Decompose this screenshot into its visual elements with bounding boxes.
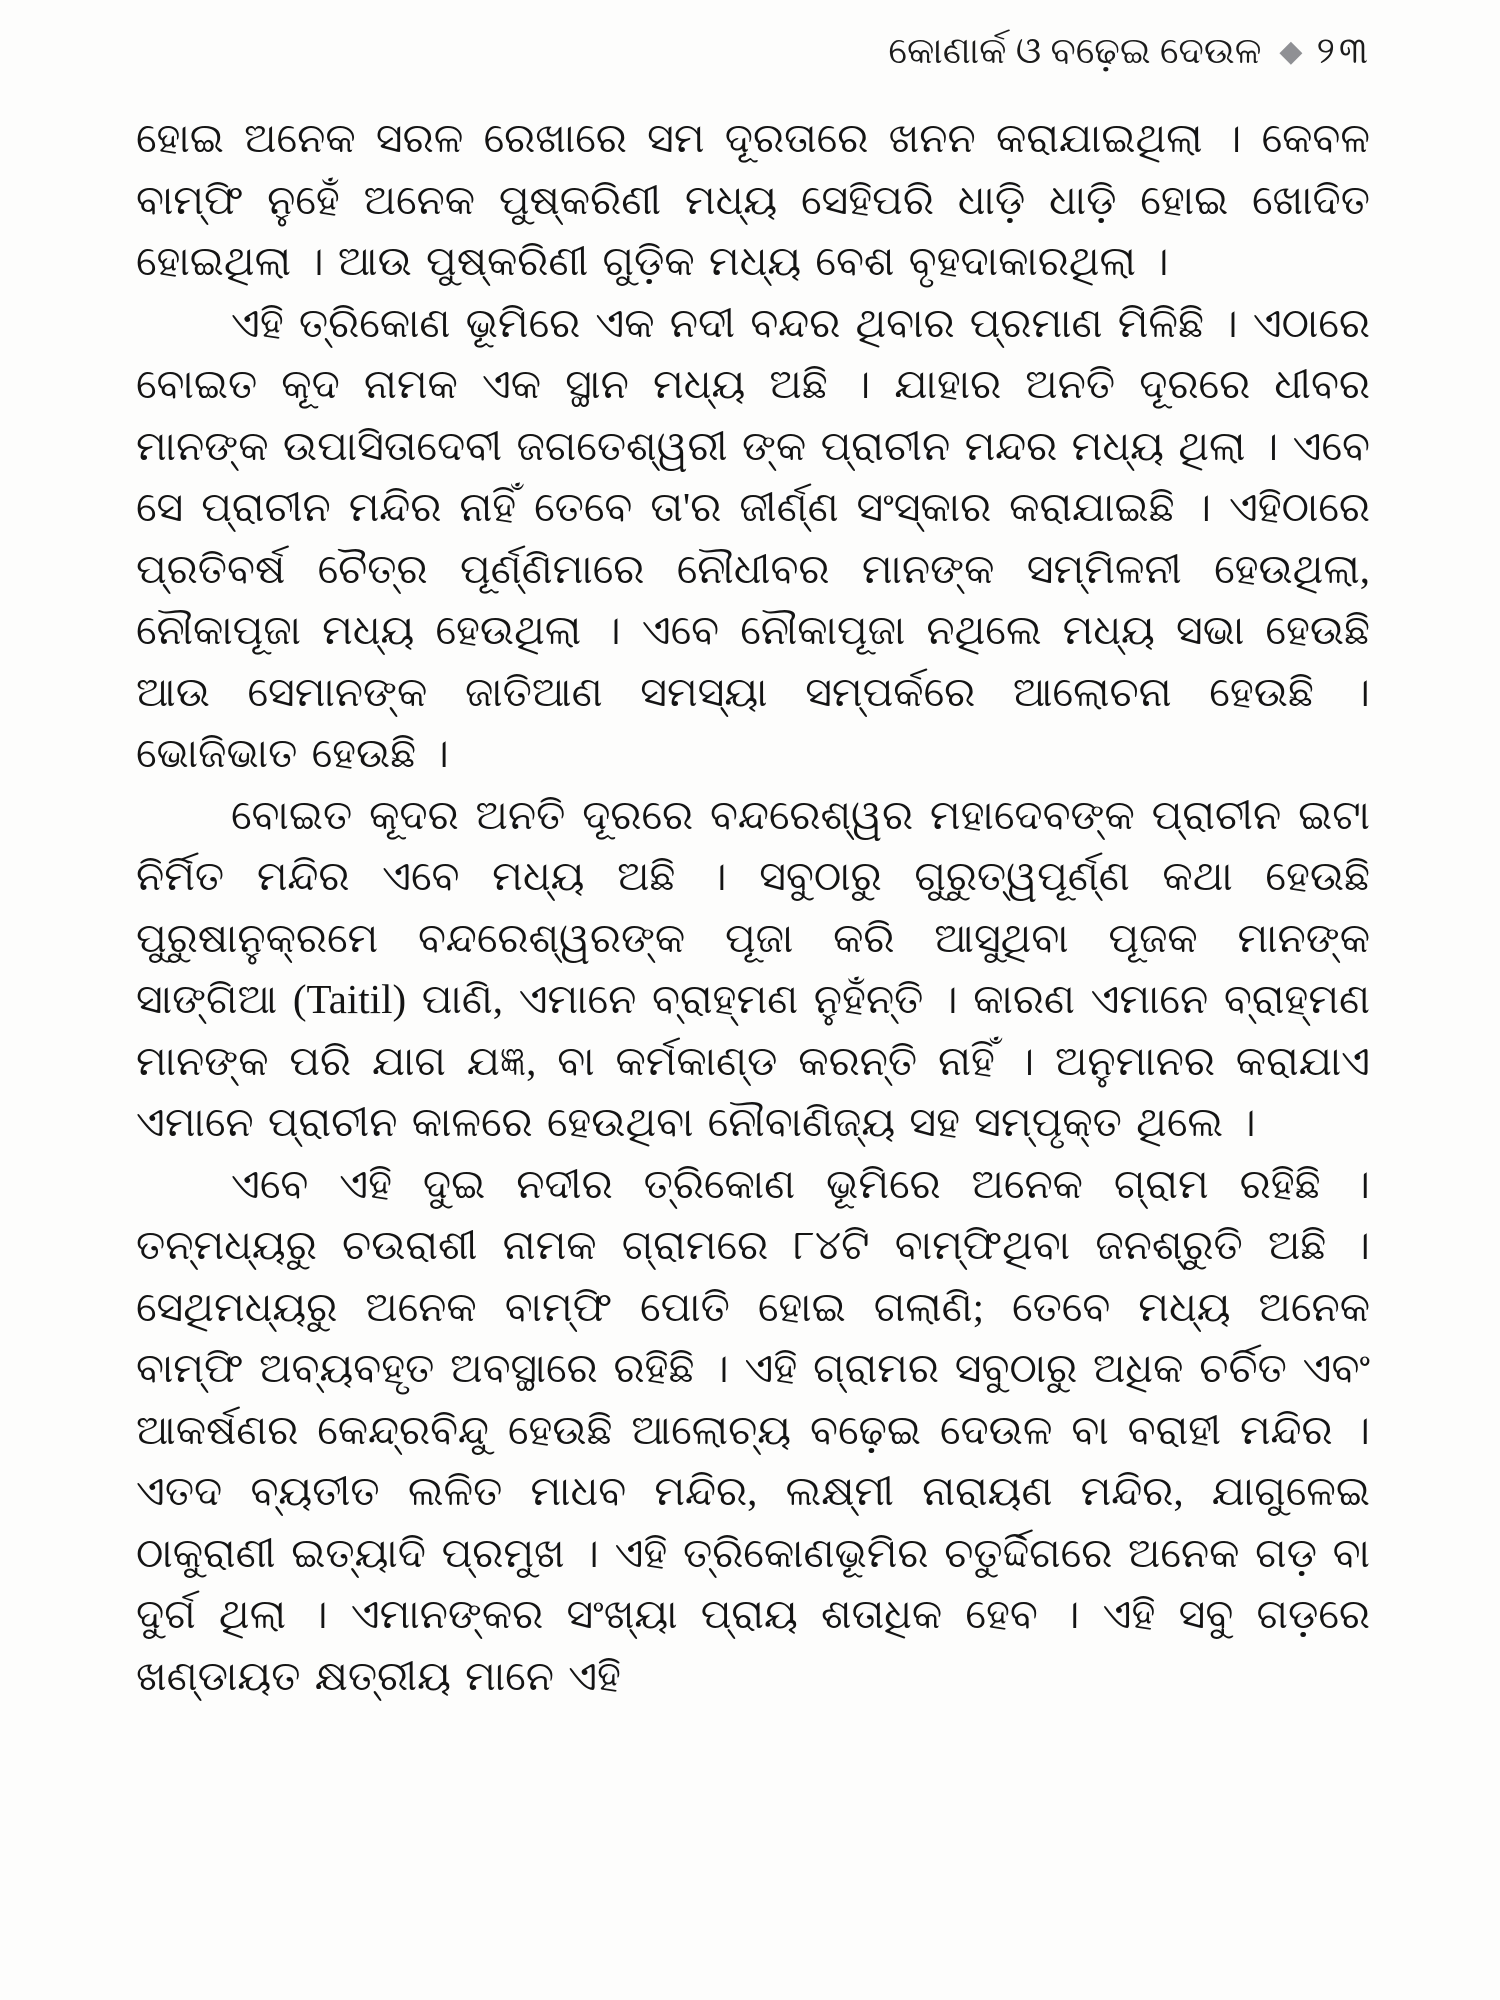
diamond-separator-icon: ◆: [1279, 35, 1303, 68]
paragraph-1: ହୋଇ ଅନେକ ସରଳ ରେଖାରେ ସମ ଦୂରତାରେ ଖନନ କରାଯାଇଥିଲା । କେବଳ ବାମ୍ଫି ନୁହେଁ ଅନେକ ପୁଷ୍କରିଣୀ ମଧ୍ୟ ସେହିପରି ଧାଡ଼ି ଧାଡ଼ି ହୋଇ ଖୋଦିତ ହୋଇଥିଲା । ଆଉ ପୁଷ୍କରିଣୀ ଗୁଡ଼ିକ ମଧ୍ୟ ବେଶ ବୃହଦାକାରଥିଲା ।: [136, 115, 1370, 284]
page-body-text: [136, 108, 1370, 1707]
paragraph-2: ଏହି ତ୍ରିକୋଣ ଭୂମିରେ ଏକ ନଦୀ ବନ୍ଦର ଥିବାର ପ୍ରମାଣ ମିଳିଛି । ଏଠାରେ ବୋଇତ କୂଦ ନାମକ ଏକ ସ୍ଥାନ ମଧ୍ୟ ଅଛି । ଯାହାର ଅନତି ଦୂରରେ ଧୀବର ମାନଙ୍କ ଉପାସିତାଦେବୀ ଜଗତେଶ୍ୱରୀ ଙ୍କ ପ୍ରାଚୀନ ମନ୍ଦର ମଧ୍ୟ ଥିଲା । ଏବେ ସେ ପ୍ରାଚୀନ ମନ୍ଦିର ନାହିଁ ତେବେ ତା'ର ଜୀର୍ଣ୍ଣ ସଂସ୍କାର କରାଯାଇଛି । ଏହିଠାରେ ପ୍ରତିବର୍ଷ ଚୈତ୍ର ପୂର୍ଣ୍ଣିମାରେ ନୌଧୀବର ମାନଙ୍କ ସମ୍ମିଳନୀ ହେଉଥିଲା, ନୌକାପୂଜା ମଧ୍ୟ ହେଉଥିଲା । ଏବେ ନୌକାପୂଜା ନଥିଲେ ମଧ୍ୟ ସଭା ହେଉଛି ଆଉ ସେମାନଙ୍କ ଜାତିଆଣ ସମସ୍ୟା ସମ୍ପର୍କରେ ଆଲୋଚନା ହେଉଛି । ଭୋଜିଭାତ ହେଉଛି ।: [136, 299, 1370, 776]
running-header: [130, 26, 1372, 80]
paragraph-4: ଏବେ ଏହି ଦୁଇ ନଦୀର ତ୍ରିକୋଣ ଭୂମିରେ ଅନେକ ଗ୍ରାମ ରହିଛି । ତନ୍ମଧ୍ୟରୁ ଚଉରାଶୀ ନାମକ ଗ୍ରାମରେ ୮୪ଟି ବାମ୍ଫିଥିବା ଜନଶ୍ରୁତି ଅଛି । ସେଥିମଧ୍ୟରୁ ଅନେକ ବାମ୍ଫି ପୋତି ହୋଇ ଗଲାଣି; ତେବେ ମଧ୍ୟ ଅନେକ ବାମ୍ଫି ଅବ୍ୟବହୃତ ଅବସ୍ଥାରେ ରହିଛି । ଏହି ଗ୍ରାମର ସବୁଠାରୁ ଅଧିକ ଚର୍ଚିତ ଏବଂ ଆକର୍ଷଣର କେନ୍ଦ୍ରବିନ୍ଦୁ ହେଉଛି ଆଲୋଚ୍ୟ ବଢ଼େଇ ଦେଉଳ ବା ବରାହୀ ମନ୍ଦିର । ଏତଦ ବ୍ୟତୀତ ଲଳିତ ମାଧବ ମନ୍ଦିର, ଲକ୍ଷ୍ମୀ ନାରାୟଣ ମନ୍ଦିର, ଯାଗୁଳେଇ ଠାକୁରାଣୀ ଇତ୍ୟାଦି ପ୍ରମୁଖ । ଏହି ତ୍ରିକୋଣଭୂମିର ଚତୁର୍ଦ୍ଦିଗରେ ଅନେକ ଗଡ଼ ବା ଦୁର୍ଗ ଥିଲା । ଏମାନଙ୍କର ସଂଖ୍ୟା ପ୍ରାୟ ଶତାଧିକ ହେବ । ଏହି ସବୁ ଗଡ଼ରେ ଖଣ୍ଡାୟତ କ୍ଷତ୍ରୀୟ ମାନେ ଏହି: [136, 1160, 1370, 1699]
paragraph-3: ବୋଇତ କୂଦର ଅନତି ଦୂରରେ ବନ୍ଦରେଶ୍ୱର ମହାଦେବଙ୍କ ପ୍ରାଚୀନ ଇଟା ନିର୍ମିତ ମନ୍ଦିର ଏବେ ମଧ୍ୟ ଅଛି । ସବୁଠାରୁ ଗୁରୁତ୍ୱପୂର୍ଣ୍ଣ କଥା ହେଉଛି ପୁରୁଷାନୁକ୍ରମେ ବନ୍ଦରେଶ୍ୱରଙ୍କ ପୂଜା କରି ଆସୁଥିବା ପୂଜକ ମାନଙ୍କ ସାଙ୍ଗିଆ (Taitil) ପାଣି, ଏମାନେ ବ୍ରାହ୍ମଣ ନୁହଁନ୍ତି । କାରଣ ଏମାନେ ବ୍ରାହ୍ମଣ ମାନଙ୍କ ପରି ଯାଗ ଯଜ୍ଞ, ବା କର୍ମକାଣ୍ଡ କରନ୍ତି ନାହିଁ । ଅନୁମାନର କରାଯାଏ ଏମାନେ ପ୍ରାଚୀନ କାଳରେ ହେଉଥିବା ନୌବାଣିଜ୍ୟ ସହ ସମ୍ପୃକ୍ତ ଥିଲେ ।: [136, 791, 1370, 1145]
running-title: କୋଣାର୍କ ଓ ବଢ଼େଇ ଦେଉଳ: [888, 31, 1262, 72]
page-number: ୨୩: [1316, 31, 1372, 72]
